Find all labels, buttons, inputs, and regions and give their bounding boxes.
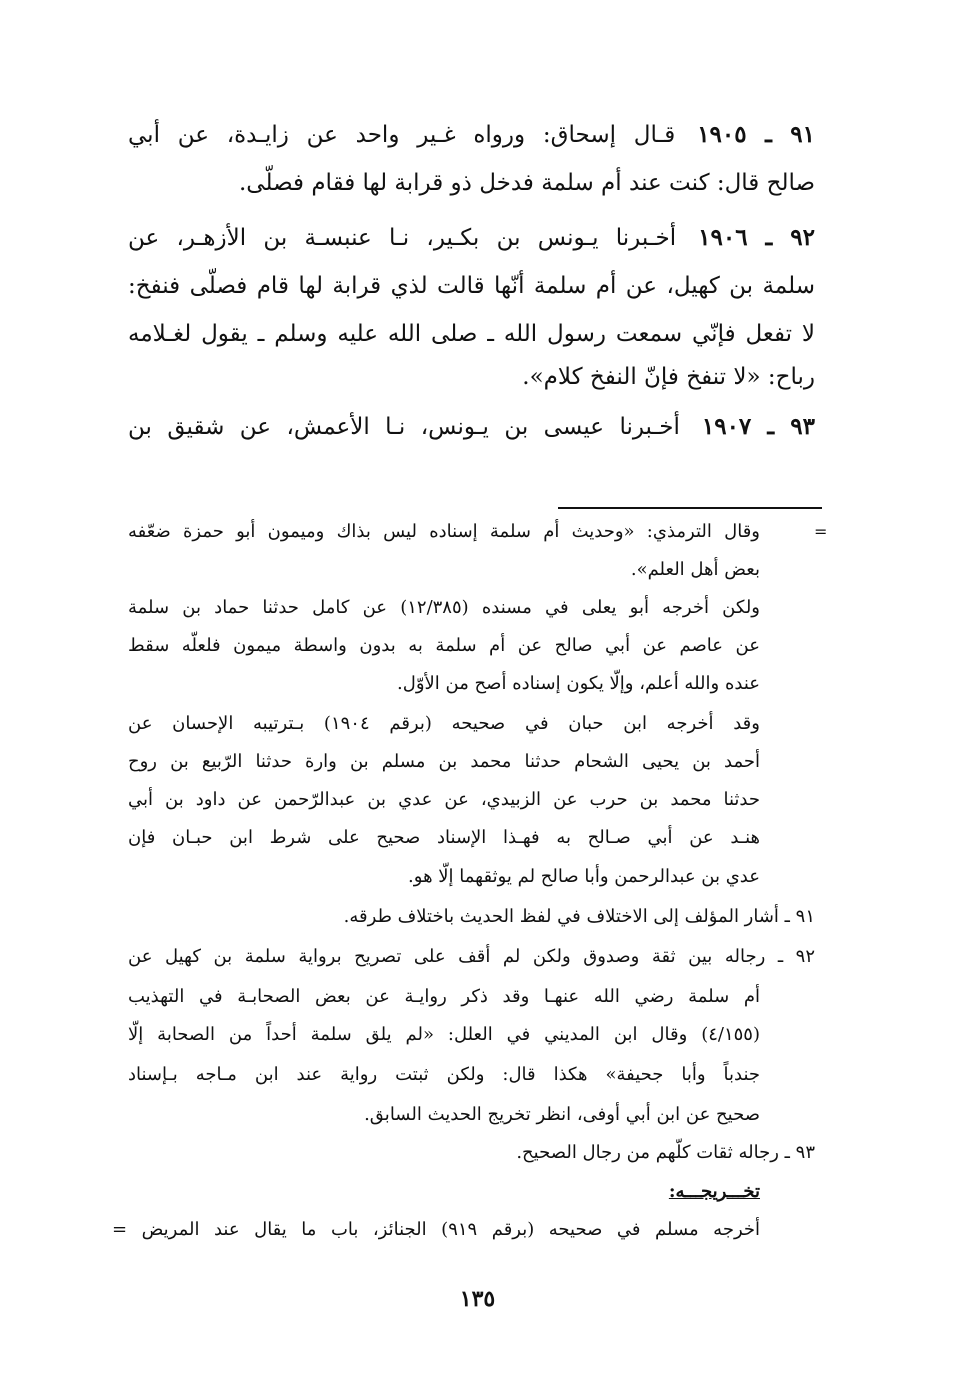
page-number: ١٣٥ bbox=[459, 1286, 496, 1312]
hadith-number: ٩١ ـ ١٩٠٥ bbox=[697, 121, 815, 148]
footnote-line-6: وقد أخرجه ابن حبان في صحيحه (برقم ١٩٠٤) بـترتيبه الإحسان عن bbox=[128, 713, 760, 734]
footnote-line-5: عنده والله أعلم، وإلّا يكون إسناده أصح من الأوّل. bbox=[397, 673, 760, 694]
footnote-line-11: ٩١ ـ أشار المؤلف إلى الاختلاف في لفظ الحديث باختلاف طرقه. bbox=[343, 906, 815, 927]
hadith-1905-line-2: صالح قال: كنت عند أم سلمة فدخل ذو قرابة لها فقام فصلّى. bbox=[238, 170, 815, 196]
hadith-text: أخـبرنا عيسى بن يـونس، نـا الأعمش، عن شقيق بن bbox=[128, 414, 680, 440]
footnote-line-15: جندباً وأبا جحيفة» هكذا قال: ولكن ثبتت رواية عند ابن مـاجه بـإسناد bbox=[128, 1064, 760, 1085]
footnote-line-13: أم سلمة رضي الله عنهـا وقد ذكر روايـة عن بعض الصحابـة في التهذيب bbox=[128, 986, 760, 1007]
continuation-mark: = bbox=[814, 522, 828, 541]
footnote-line-17: ٩٣ ـ رجاله ثقات كلّهم من رجال الصحيح. bbox=[516, 1142, 815, 1163]
footnote-line-19: أخرجه مسلم في صحيحه (برقم ٩١٩) الجنائز، باب ما يقال عند المريض = bbox=[112, 1219, 760, 1240]
footnote-line-2: بعض أهل العلم». bbox=[630, 559, 760, 580]
footnote-line-8: حدثنا محمد بن حرب عن الزبيدي، عن عدي بن عبدالرّحمن عن داود بن أبي bbox=[128, 789, 760, 810]
footnote-line-3: ولكن أخرجه أبو يعلى في مسنده (١٢/٣٨٥) عن كامل حدثنا حماد بن سلمة bbox=[128, 597, 760, 618]
footnote-line-12: ٩٢ ـ رجاله بين ثقة وصدوق ولكن لم أقف على تصريح برواية سلمة بن كهيل عن bbox=[128, 946, 815, 967]
hadith-1906-line-1 bbox=[128, 218, 815, 258]
hadith-1906-line-2: سلمة بن كهيل، عن أم سلمة أنّها قالت لذي قرابة لها قام فصلّى فنفخ: bbox=[128, 273, 815, 299]
footnote-line-14: (٤/١٥٥) وقال ابن المديني في العلل: «لم يلق سلمة أحداً من الصحابة إلّا bbox=[128, 1024, 760, 1045]
footnote-line-7: أحمد بن يحيى الشحام حدثنا محمد بن مسلم بن وارة حدثنا الرّبيع بن روح bbox=[128, 751, 760, 772]
footnote-separator bbox=[558, 507, 822, 509]
hadith-text: أخـبرنا يـونس بن بكـير، نـا عنبسـة بن الأزهـر، عن bbox=[128, 225, 677, 251]
footnote-line-1: وقال الترمذي: «وحديث أم سلمة إسناده ليس بذاك وميمون أبو حمزة ضعّفه bbox=[128, 521, 760, 542]
takhrij-heading: تخـــريجـــه: bbox=[668, 1181, 760, 1202]
hadith-1907-line-1 bbox=[128, 407, 815, 447]
hadith-1906-line-3: لا تفعل فإنّي سمعت رسول الله ـ صلى الله عليه وسلم ـ يقول لغـلامه bbox=[128, 321, 815, 347]
footnote-line-10: عدي بن عبدالرحمن وأبا صالح لم يوثقهما إلّا هو. bbox=[408, 866, 760, 887]
hadith-number: ٩٣ ـ ١٩٠٧ bbox=[701, 413, 815, 440]
hadith-1906-line-4: رباح: «لا تنفخ فإنّ النفخ كلام». bbox=[522, 364, 815, 390]
footnote-line-9: هنـد عن أبي صـالح به فهـذا الإسناد صحيح على شرط ابن حبـان فإن bbox=[128, 827, 760, 848]
footnote-line-16: صحيح عن ابن أبي أوفى، انظر تخريج الحديث السابق. bbox=[364, 1104, 760, 1125]
footnote-line-4: عن عاصم عن أبي صالح عن أم سلمة به بدون واسطة ميمون فلعلّه سقط bbox=[128, 635, 760, 656]
hadith-number: ٩٢ ـ ١٩٠٦ bbox=[698, 224, 815, 251]
hadith-text: قـال إسحاق: ورواه غـير واحد عن زايـدة، عن أبي bbox=[128, 122, 676, 148]
hadith-1905-line-1 bbox=[128, 115, 815, 155]
